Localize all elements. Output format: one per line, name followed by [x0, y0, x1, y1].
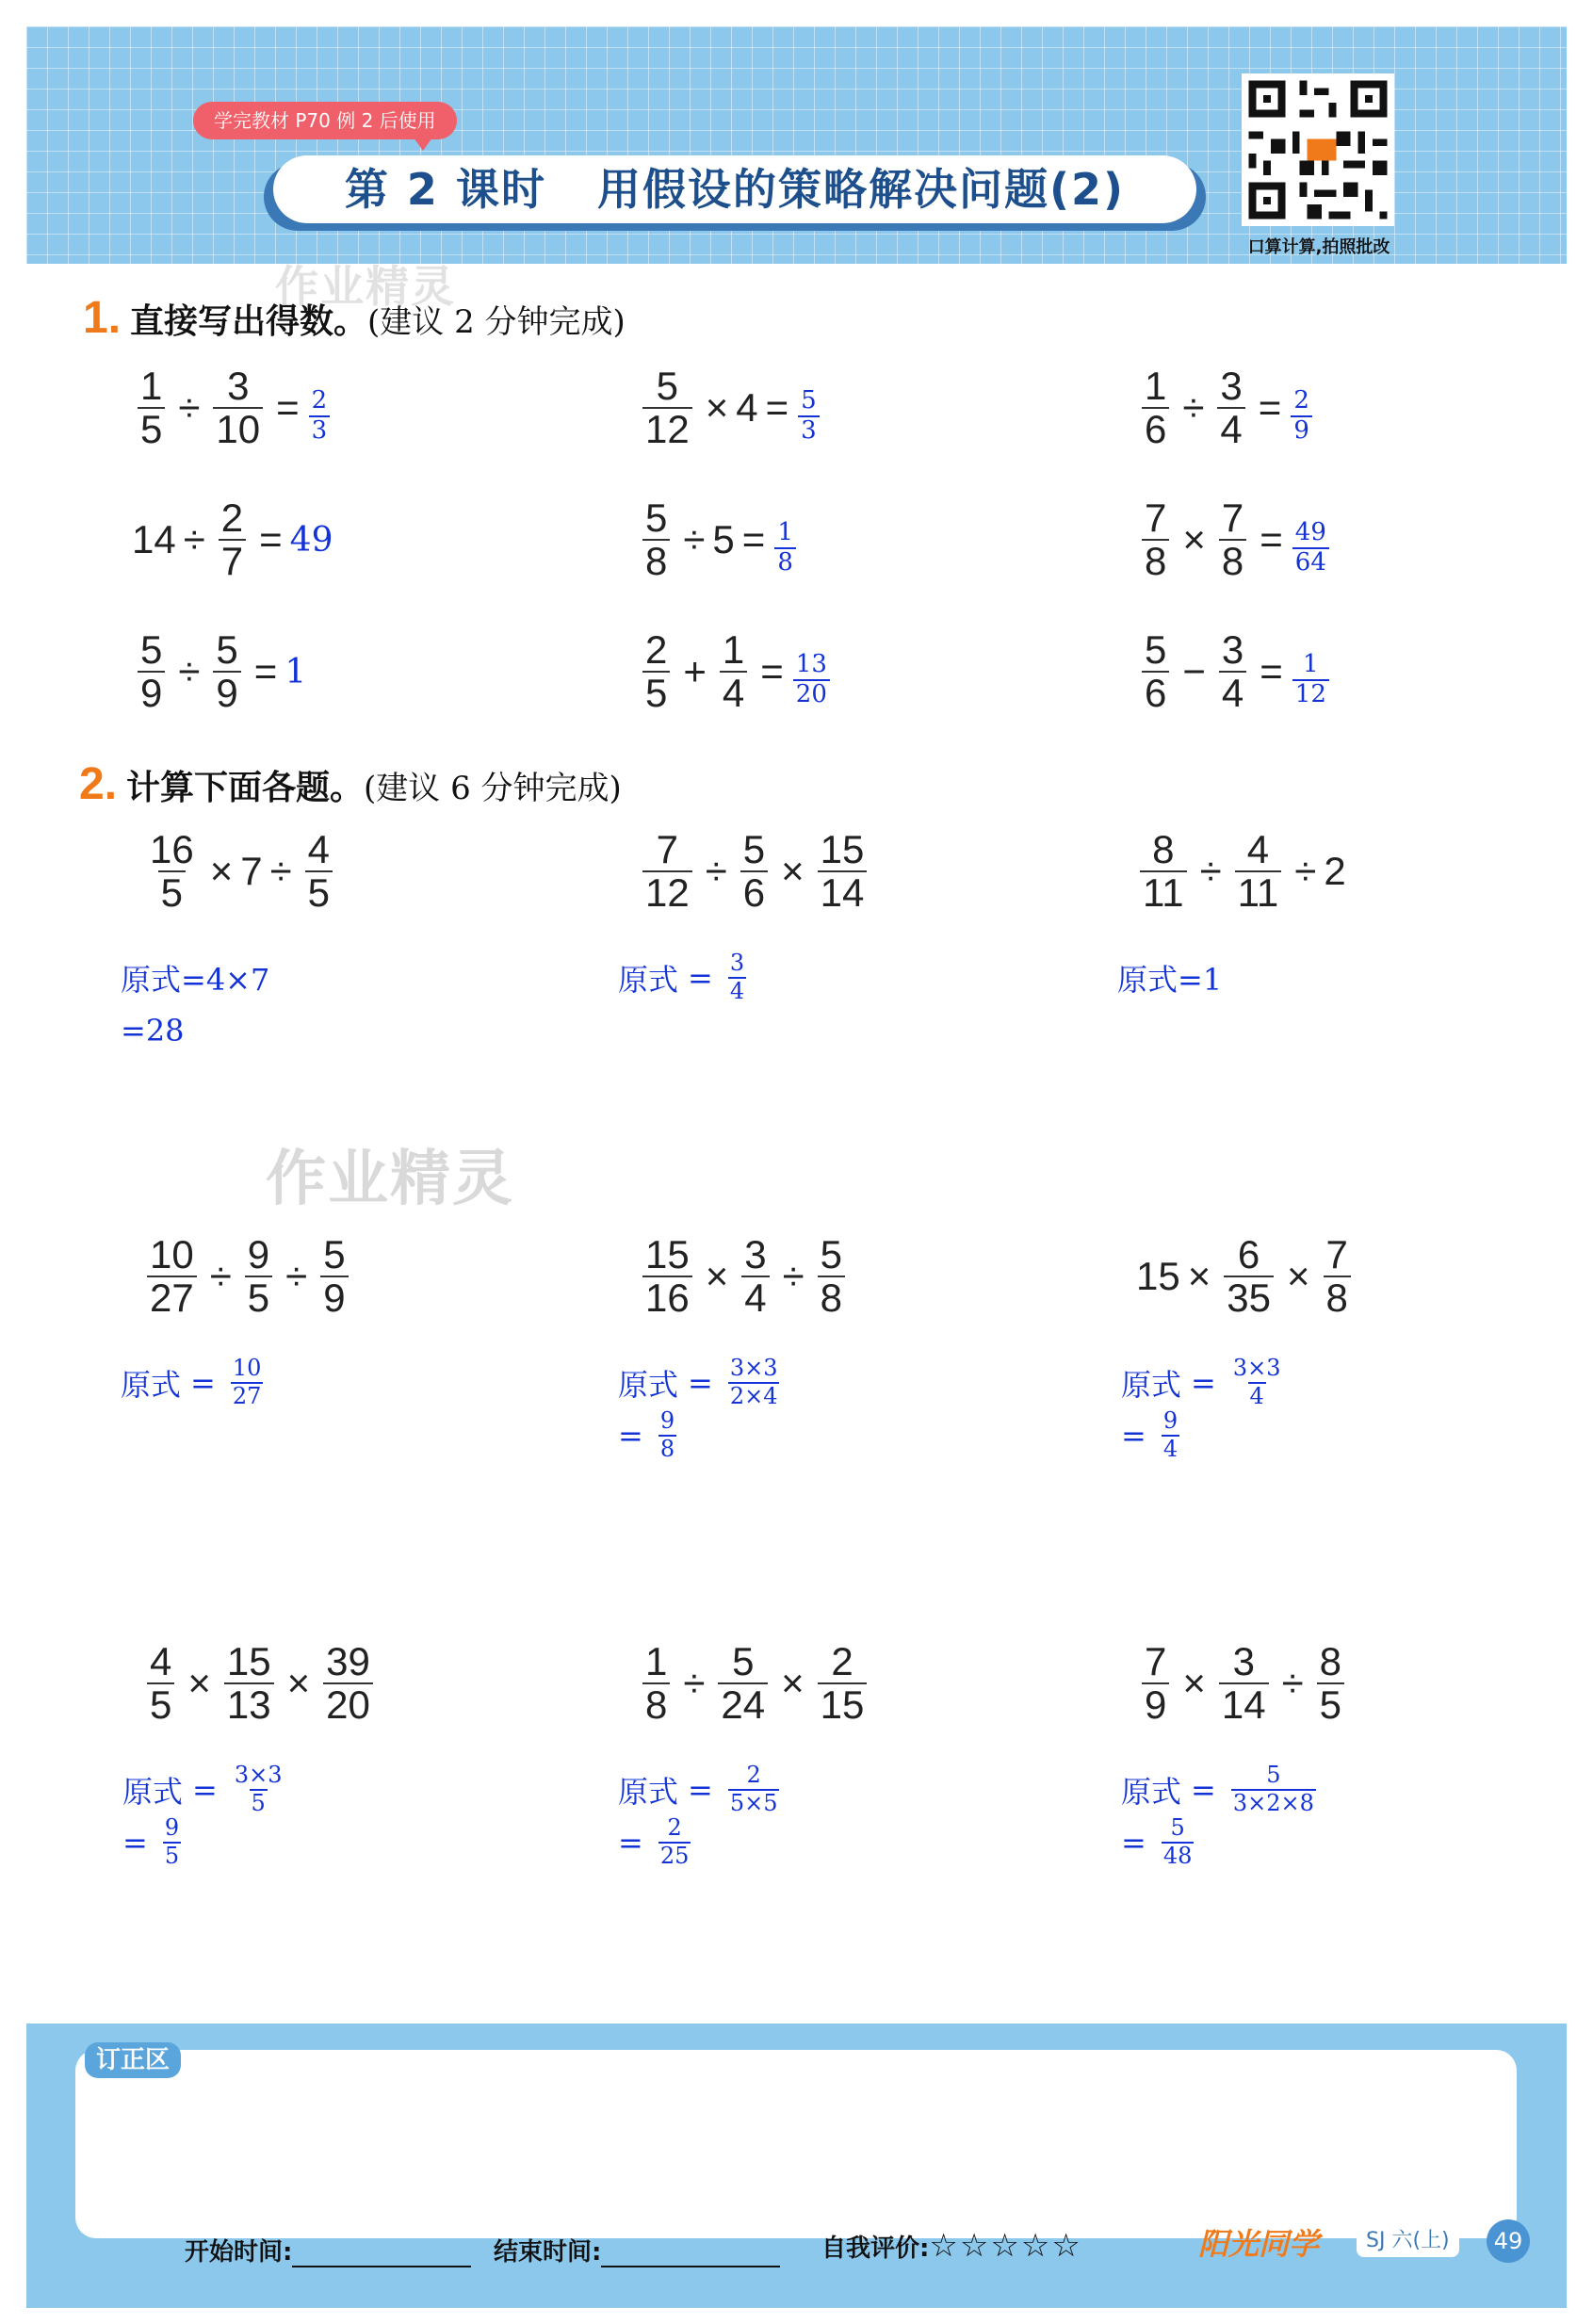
equals-sign: = — [741, 517, 766, 562]
answer: $\frac{1}{8}$ — [772, 503, 798, 577]
q2-work-7 — [122, 1763, 289, 1869]
operator: ÷ — [705, 849, 727, 894]
operand: 5 — [712, 517, 735, 562]
operator: ÷ — [269, 849, 292, 894]
fraction: $\frac{10}{27}$ — [147, 1234, 197, 1319]
operand: 4 — [736, 385, 758, 431]
answer: 1 — [284, 652, 307, 691]
operator: − — [1182, 649, 1206, 694]
fraction: $\frac{5}{6}$ — [740, 829, 768, 914]
section-2-heading — [79, 758, 622, 810]
fraction: $\frac{7}{8}$ — [1324, 1234, 1351, 1319]
fraction: $\frac{6}{35}$ — [1224, 1234, 1274, 1319]
title-bar — [273, 155, 1196, 223]
work-line: 原式 = $\frac{2}{5\times 5}$ — [618, 1762, 778, 1816]
operator: ÷ — [1182, 385, 1205, 431]
fraction: $\frac{2}{5}$ — [642, 629, 670, 714]
q2-item-4 — [141, 1234, 354, 1319]
q2-item-1 — [141, 829, 338, 914]
fraction: $\frac{8}{11}$ — [1140, 829, 1187, 914]
operand: 7 — [240, 849, 263, 894]
q2-work-8 — [618, 1763, 785, 1869]
operand: 15 — [1136, 1254, 1180, 1299]
q1-item-4 — [132, 497, 333, 582]
fraction: $\frac{7}{8}$ — [1142, 497, 1169, 582]
operator: ÷ — [683, 1661, 706, 1706]
operator: ÷ — [209, 1254, 232, 1299]
start-time-line[interactable] — [292, 2245, 471, 2267]
q2-item-3 — [1134, 829, 1346, 914]
fraction: $\frac{5}{12}$ — [642, 366, 692, 450]
fraction: $\frac{1}{4}$ — [720, 629, 747, 714]
lesson-label: 第 2 课时 — [344, 164, 546, 215]
answer: $\frac{5}{3}$ — [796, 371, 821, 446]
operator: × — [1286, 1254, 1310, 1299]
q2-work-2 — [618, 951, 752, 1004]
q2-work-6 — [1121, 1357, 1288, 1462]
fraction: $\frac{4}{5}$ — [147, 1641, 174, 1726]
fraction: $\frac{7}{8}$ — [1219, 497, 1246, 582]
equals-sign: = — [1260, 649, 1283, 694]
q1-item-2 — [637, 366, 821, 450]
watermark: 作业精灵 — [275, 261, 456, 312]
fraction: $\frac{5}{24}$ — [718, 1641, 768, 1726]
answer: $\frac{2}{3}$ — [307, 371, 333, 446]
work-line: 原式 = $\frac{3\times 3}{2\times 4}$ — [618, 1355, 778, 1409]
fraction: $\frac{7}{12}$ — [642, 829, 692, 914]
operator: × — [781, 1661, 805, 1706]
fraction: $\frac{9}{5}$ — [245, 1234, 272, 1319]
work-line: = $\frac{5}{48}$ — [1121, 1814, 1193, 1869]
q2-item-7 — [141, 1641, 379, 1726]
fraction: $\frac{3}{4}$ — [741, 1234, 769, 1319]
operator: ÷ — [782, 1254, 805, 1299]
work-line: = $\frac{2}{25}$ — [618, 1814, 690, 1869]
correction-label: 订正区 — [85, 2042, 181, 2078]
q2-item-9 — [1136, 1641, 1350, 1726]
section-2-number: 2. — [79, 759, 118, 809]
lesson-title: 用假设的策略解决问题(2) — [597, 164, 1126, 215]
work-line: = $\frac{9}{8}$ — [618, 1407, 675, 1462]
operator: × — [1182, 517, 1206, 562]
watermark: 作业精灵 — [266, 1145, 514, 1214]
q2-item-2 — [637, 829, 872, 914]
self-eval-label: 自我评价: — [821, 2235, 930, 2263]
operator: × — [781, 849, 805, 894]
fraction: $\frac{5}{8}$ — [818, 1234, 845, 1319]
operator: ÷ — [683, 517, 706, 562]
fraction: $\frac{3}{14}$ — [1219, 1641, 1269, 1726]
fraction: $\frac{3}{4}$ — [1217, 366, 1244, 450]
operator: × — [705, 1254, 729, 1299]
fraction: $\frac{16}{5}$ — [150, 827, 194, 916]
fraction: $\frac{2}{15}$ — [818, 1641, 868, 1726]
work-line: = $\frac{9}{5}$ — [122, 1814, 180, 1869]
end-time-label: 结束时间: — [494, 2238, 602, 2267]
fraction: $\frac{15}{13}$ — [224, 1641, 274, 1726]
section-2-note: (建议 6 分钟完成) — [364, 770, 622, 807]
fraction: $\frac{3}{10}$ — [213, 366, 263, 450]
fraction: $\frac{5}{9}$ — [213, 629, 240, 714]
self-eval-field — [821, 2227, 1082, 2265]
q1-item-5 — [637, 497, 798, 582]
usage-tag: 学完教材 P70 例 2 后使用 — [193, 102, 457, 139]
fraction: $\frac{1}{5}$ — [138, 366, 165, 450]
fraction: $\frac{8}{5}$ — [1317, 1641, 1344, 1726]
answer: $\frac{1}{12}$ — [1291, 635, 1331, 709]
section-2-title: 计算下面各题。 — [126, 769, 365, 807]
section-1-title: 直接写出得数。 — [130, 302, 368, 341]
operator: ÷ — [1294, 849, 1317, 894]
operand: 14 — [132, 517, 176, 562]
section-1-note: (建议 2 分钟完成) — [367, 303, 626, 341]
q2-work-3 — [1117, 951, 1222, 1004]
work-line: 原式 = $\frac{3}{4}$ — [618, 950, 745, 1004]
operator: ÷ — [1199, 849, 1222, 894]
work-line: =28 — [121, 1013, 185, 1048]
fraction: $\frac{4}{11}$ — [1235, 829, 1282, 914]
fraction: $\frac{5}{9}$ — [138, 629, 165, 714]
end-time-line[interactable] — [601, 2245, 780, 2267]
work-line: = $\frac{9}{4}$ — [1121, 1407, 1178, 1462]
qr-code-icon[interactable] — [1242, 73, 1394, 226]
operator: × — [187, 1661, 211, 1706]
work-line: 原式 = $\frac{3\times 3}{5}$ — [122, 1762, 283, 1816]
section-1-number: 1. — [83, 293, 122, 343]
q2-item-6 — [1136, 1234, 1357, 1319]
work-line: 原式=1 — [1117, 962, 1223, 998]
start-time-label: 开始时间: — [185, 2238, 293, 2267]
fraction: $\frac{1}{6}$ — [1142, 366, 1169, 450]
equals-sign: = — [276, 385, 300, 431]
operator: ÷ — [178, 385, 201, 431]
answer: 49 — [289, 520, 333, 560]
work-line: 原式 = $\frac{3\times 3}{4}$ — [1121, 1355, 1281, 1409]
equals-sign: = — [253, 649, 278, 694]
page-number: 49 — [1487, 2219, 1530, 2263]
q1-item-3 — [1136, 366, 1314, 450]
q2-work-5 — [618, 1357, 785, 1462]
equals-sign: = — [760, 649, 784, 694]
operator: ÷ — [183, 517, 205, 562]
answer: $\frac{2}{9}$ — [1289, 371, 1314, 446]
end-time-field[interactable] — [494, 2233, 780, 2267]
fraction: $\frac{39}{20}$ — [323, 1641, 373, 1726]
q2-item-8 — [637, 1641, 872, 1726]
operator: ÷ — [178, 649, 201, 694]
q1-item-1 — [132, 366, 332, 450]
fraction: $\frac{15}{14}$ — [818, 829, 868, 914]
operator: × — [209, 849, 234, 894]
fraction: $\frac{15}{16}$ — [642, 1234, 692, 1319]
work-line: 原式=4×7 — [121, 962, 270, 998]
operator: ÷ — [1281, 1661, 1304, 1706]
operator: × — [286, 1661, 311, 1706]
operand: 2 — [1324, 849, 1346, 894]
fraction: $\frac{4}{5}$ — [305, 829, 333, 914]
brand-logo: 阳光同学 — [1198, 2226, 1320, 2262]
q2-work-4 — [121, 1357, 268, 1409]
qr-caption: 口算计算,拍照批改 — [1247, 237, 1390, 257]
operator: × — [1182, 1661, 1206, 1706]
answer: $\frac{49}{64}$ — [1291, 503, 1331, 577]
equals-sign: = — [259, 517, 283, 562]
q1-item-8 — [637, 629, 832, 714]
equals-sign: = — [765, 385, 789, 431]
answer: $\frac{13}{20}$ — [791, 635, 832, 709]
work-line: 原式 = $\frac{10}{27}$ — [121, 1355, 262, 1409]
work-line: 原式 = $\frac{5}{3\times 2\times 8}$ — [1121, 1762, 1314, 1816]
q1-item-6 — [1136, 497, 1331, 582]
operator: × — [705, 385, 729, 431]
fraction: $\frac{7}{9}$ — [1142, 1641, 1169, 1726]
q2-work-1 — [121, 951, 269, 1057]
grade-badge: SJ 六(上) — [1357, 2225, 1459, 2257]
page-title — [273, 155, 1196, 223]
q1-item-9 — [1136, 629, 1331, 714]
operator: + — [683, 649, 707, 694]
q2-work-9 — [1121, 1763, 1322, 1869]
star-rating-icon[interactable]: ☆☆☆☆☆ — [929, 2227, 1082, 2265]
operator: × — [1187, 1254, 1211, 1299]
equals-sign: = — [1260, 517, 1283, 562]
fraction: $\frac{1}{8}$ — [642, 1641, 670, 1726]
equals-sign: = — [1258, 385, 1282, 431]
start-time-field[interactable] — [185, 2233, 471, 2267]
fraction: $\frac{2}{7}$ — [219, 497, 246, 582]
q2-item-5 — [637, 1234, 851, 1319]
fraction: $\frac{3}{4}$ — [1219, 629, 1246, 714]
correction-area[interactable] — [75, 2050, 1517, 2238]
fraction: $\frac{5}{9}$ — [320, 1234, 348, 1319]
q1-item-7 — [132, 629, 306, 714]
operator: ÷ — [285, 1254, 308, 1299]
fraction: $\frac{5}{8}$ — [642, 497, 670, 582]
fraction: $\frac{5}{6}$ — [1142, 629, 1169, 714]
